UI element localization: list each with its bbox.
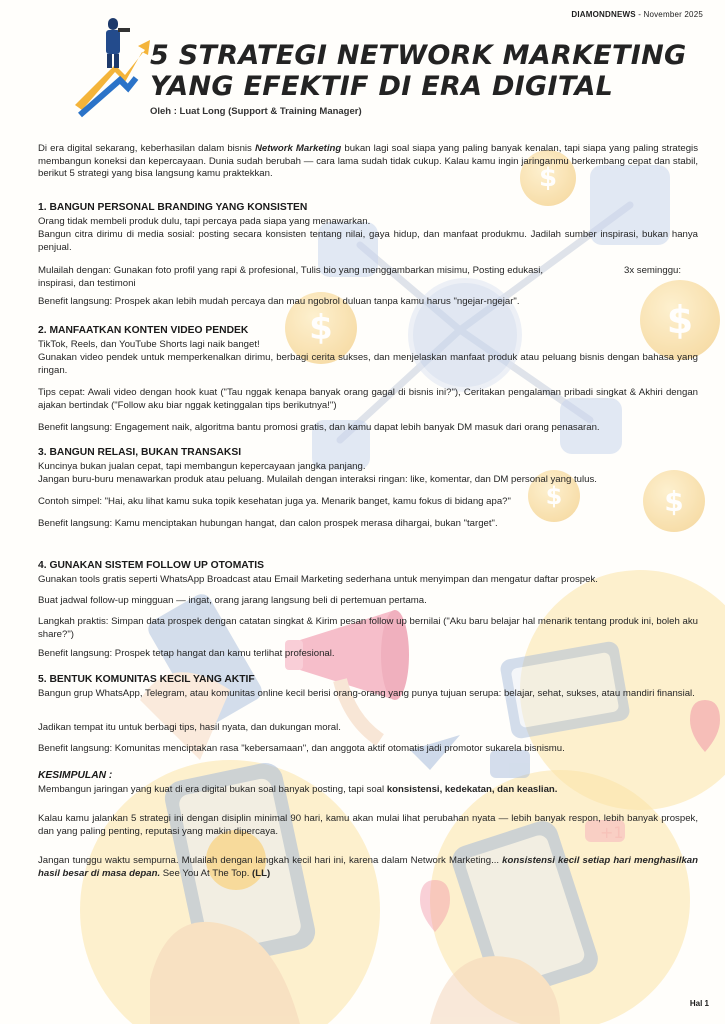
section-5-heading: 5. BENTUK KOMUNITAS KECIL YANG AKTIF bbox=[38, 674, 255, 685]
section-4-heading: 4. GUNAKAN SISTEM FOLLOW UP OTOMATIS bbox=[38, 560, 264, 571]
section-4-tips: Langkah praktis: Simpan data prospek dengan catatan singkat & Kirim pesan follow up bernilai ("Aku baru belajar hal menarik tentang produk ini, boleh aku share?") bbox=[38, 616, 698, 640]
section-3-line-2: Jangan buru-buru menawarkan produk atau peluang. Mulailah dengan interaksi ringan: like, komentar, dan DM personal yang tulus. bbox=[38, 474, 597, 485]
section-3-example: Contoh simpel: "Hai, aku lihat kamu suka topik kesehatan juga ya. Menarik banget, kamu fokus di bidang apa?" bbox=[38, 496, 511, 507]
author-byline: Oleh : Luat Long (Support & Training Manager) bbox=[150, 106, 362, 117]
conclusion-paragraph-3: Jangan tunggu waktu sempurna. Mulailah dengan langkah kecil hari ini, karena dalam Network Marketing... konsistensi kecil setiap hari menghasilkan hasil besar di masa depan. See You At The Top. (LL) bbox=[38, 855, 698, 879]
section-5-paragraph: Bangun grup WhatsApp, Telegram, atau komunitas online kecil berisi orang-orang yang punya tujuan serupa: belajar, sehat, sukses, atau mandiri finansial. bbox=[38, 688, 695, 699]
conclusion-paragraph-2: Kalau kamu jalankan 5 strategi ini dengan disiplin minimal 90 hari, kamu akan mulai lihat perubahan nyata — lebih banyak respon, lebih banyak prospek, dan yang paling penting, reputasi yang makin dipercaya. bbox=[38, 813, 698, 837]
section-1-heading: 1. BANGUN PERSONAL BRANDING YANG KONSISTEN bbox=[38, 202, 308, 213]
article-title bbox=[150, 40, 710, 102]
section-4-line-2: Buat jadwal follow-up mingguan — ingat, orang jarang langsung beli di pertemuan pertama. bbox=[38, 595, 427, 606]
section-2-tips: Tips cepat: Awali video dengan hook kuat ("Tau nggak kenapa banyak orang gagal di bisnis ini?"), Ceritakan pengalaman pribadi singkat & Akhiri dengan ajakan bertindak ("Follow aku biar nggak ketinggalan tips berikutnya!") bbox=[38, 387, 698, 411]
section-1-paragraph: Bangun citra dirimu di media sosial: posting secara konsisten tentang nilai, gaya hidup, dan manfaat produkmu. Jadilah sumber inspirasi, bukan hanya penjual. bbox=[38, 229, 698, 253]
section-1-tips: Mulailah dengan: Gunakan foto profil yang rapi & profesional, Tulis bio yang menggambarkan misimu, Posting edukasi, inspirasi, dan testimoni bbox=[38, 265, 544, 289]
section-1-tips-frequency: 3x seminggu: bbox=[624, 265, 682, 276]
title-line-2: YANG EFEKTIF DI ERA DIGITAL bbox=[150, 71, 614, 102]
growth-arrow-logo-icon bbox=[70, 10, 150, 120]
publication-name: DIAMONDNEWS bbox=[571, 10, 636, 19]
section-2-heading: 2. MANFAATKAN KONTEN VIDEO PENDEK bbox=[38, 325, 249, 336]
dollar-coin-icon: $ bbox=[285, 292, 357, 364]
section-4-benefit: Benefit langsung: Prospek tetap hangat dan kamu terlihat profesional. bbox=[38, 648, 335, 659]
issue-date: - November 2025 bbox=[635, 10, 703, 19]
dollar-coin-icon: $ bbox=[520, 150, 576, 206]
section-5-benefit: Benefit langsung: Komunitas menciptakan rasa "kebersamaan", dan anggota aktif otomatis jadi promotor sukarela bisnismu. bbox=[38, 743, 565, 754]
section-1-benefit: Benefit langsung: Prospek akan lebih mudah percaya dan mau ngobrol duluan tanpa kamu harus "ngejar-ngejar". bbox=[38, 296, 520, 307]
section-4-line-1: Gunakan tools gratis seperti WhatsApp Broadcast atau Email Marketing sederhana untuk menyimpan dan mengatur daftar prospek. bbox=[38, 574, 598, 585]
masthead bbox=[571, 10, 703, 19]
section-1-line-1: Orang tidak membeli produk dulu, tapi percaya pada siapa yang menawarkan. bbox=[38, 216, 371, 227]
svg-text:+1: +1 bbox=[600, 823, 624, 842]
dollar-coin-icon: $ bbox=[643, 470, 705, 532]
section-2-line-1: TikTok, Reels, dan YouTube Shorts lagi naik banget! bbox=[38, 339, 260, 350]
conclusion-line-1: Membangun jaringan yang kuat di era digital bukan soal banyak posting, tapi soal konsistensi, kedekatan, dan keaslian. bbox=[38, 784, 558, 795]
section-5-line-2: Jadikan tempat itu untuk berbagi tips, hasil nyata, dan dukungan moral. bbox=[38, 722, 341, 733]
intro-paragraph: Di era digital sekarang, keberhasilan dalam bisnis Network Marketing bukan lagi soal siapa yang paling banyak kenalan, tapi siapa yang paling strategis membangun koneksi dan kepercayaan. Dunia sudah berubah — cara lama sudah tidak cukup. Kalau kamu ingin jaringanmu berkembang cepat dan stabil, berikut 5 strategi yang bisa langsung kamu praktekkan. bbox=[38, 143, 698, 180]
section-3-heading: 3. BANGUN RELASI, BUKAN TRANSAKSI bbox=[38, 447, 242, 458]
section-3-benefit: Benefit langsung: Kamu menciptakan hubungan hangat, dan calon prospek merasa dihargai, bukan "target". bbox=[38, 518, 498, 529]
dollar-coin-icon: $ bbox=[528, 470, 580, 522]
title-line-1: 5 STRATEGI NETWORK MARKETING bbox=[150, 40, 687, 71]
dollar-coin-icon: $ bbox=[640, 280, 720, 360]
conclusion-heading: KESIMPULAN : bbox=[38, 770, 113, 781]
section-2-benefit: Benefit langsung: Engagement naik, algoritma bantu promosi gratis, dan kamu dapat lebih banyak DM masuk dari orang penasaran. bbox=[38, 422, 600, 433]
section-3-line-1: Kuncinya bukan jualan cepat, tapi membangun kepercayaan jangka panjang. bbox=[38, 461, 366, 472]
section-2-paragraph: Gunakan video pendek untuk memperkenalkan dirimu, berbagi cerita sukses, dan menjelaskan manfaat produk atau peluang bisnis dengan bahasa yang ringan. bbox=[38, 352, 698, 376]
page-number: Hal 1 bbox=[689, 999, 709, 1008]
